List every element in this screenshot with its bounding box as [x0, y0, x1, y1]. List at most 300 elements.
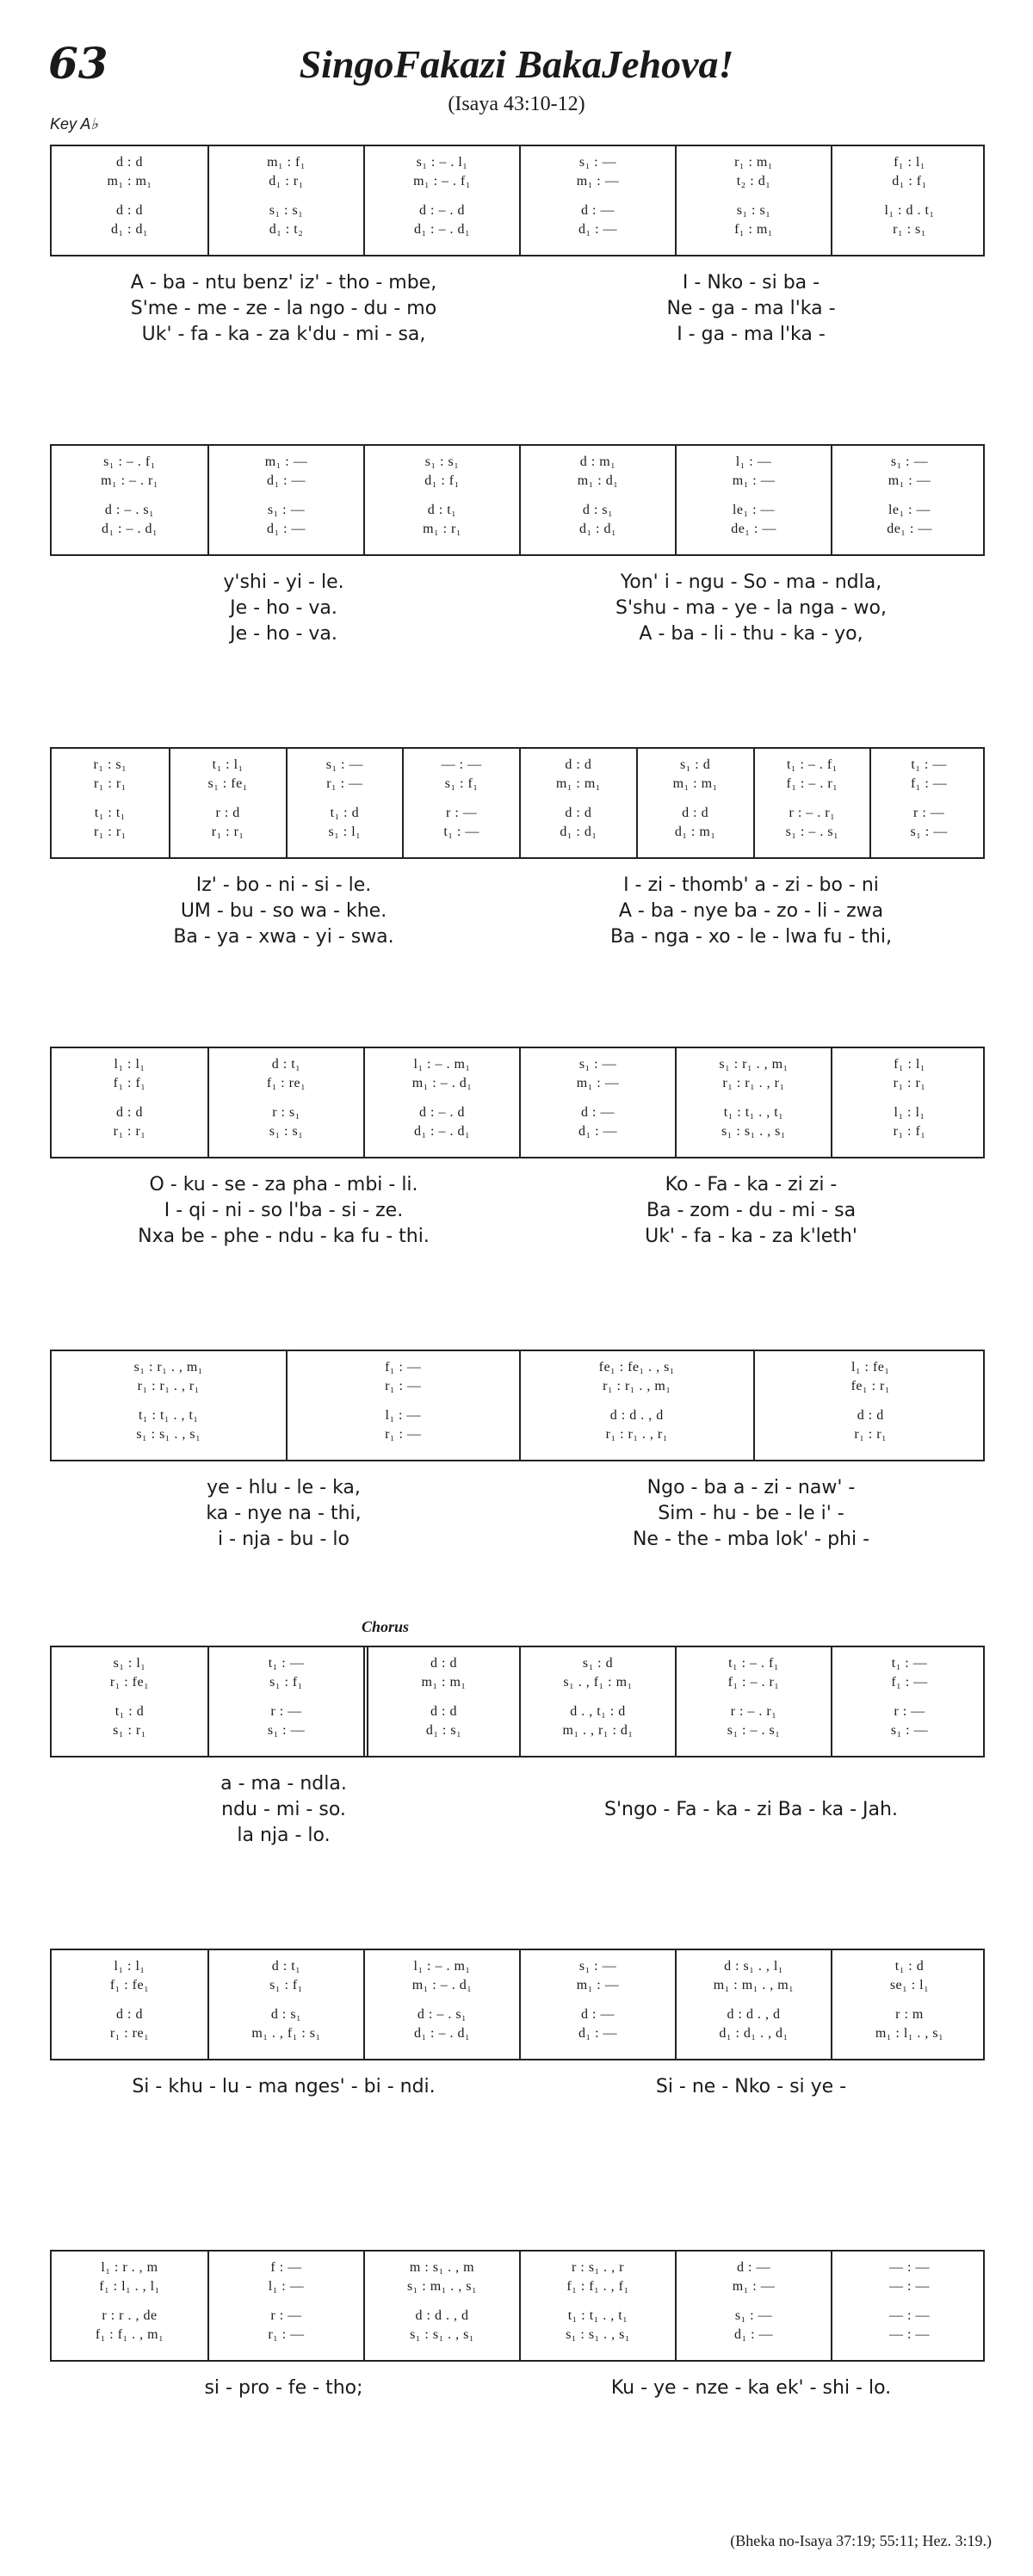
tenor-notes: d : d [857, 1408, 884, 1423]
alto-notes: f₁ : l₁ . , l₁ [99, 2279, 160, 2294]
alto-notes: f₁ : — [910, 776, 948, 791]
soprano-notes: m₁ : f₁ [267, 155, 306, 170]
measure [675, 1048, 831, 1157]
lyric-phrase: Ba - zom - du - mi - sa [646, 1200, 857, 1221]
tenor-notes: r : — [270, 1704, 302, 1719]
lyric-phrase: la nja - lo. [237, 1825, 331, 1846]
soprano-notes: r : s₁ . , r [572, 2260, 624, 2275]
lyric-phrase: ka - nye na - thi, [206, 1503, 362, 1524]
alto-notes: m₁ : – . f₁ [413, 174, 471, 188]
bass-notes: r₁ : f₁ [893, 1124, 926, 1139]
tenor-notes: r : — [445, 806, 478, 820]
tenor-notes: d : d . , d [727, 2007, 781, 2022]
soprano-notes: d : t₁ [271, 1057, 301, 1072]
lyrics-block [50, 2377, 985, 2455]
bass-notes: d₁ : d₁ [560, 825, 597, 839]
lyric-phrase: I - zi - thomb' a - zi - bo - ni [623, 874, 879, 896]
soprano-notes: s₁ : r₁ . , m₁ [719, 1057, 789, 1072]
bass-notes: m₁ : r₁ [423, 522, 461, 536]
song-title: SingoFakazi BakaJehova! [299, 42, 734, 86]
bass-notes: r₁ : — [385, 1427, 422, 1442]
alto-notes: r₁ : fe₁ [109, 1675, 150, 1690]
measure [519, 1351, 753, 1460]
verse-3-line [50, 1529, 985, 1554]
verse-3-line [50, 2429, 985, 2455]
alto-notes: r₁ : — [326, 776, 363, 791]
tenor-notes: t₁ : t₁ . , t₁ [138, 1408, 199, 1423]
lyric-phrase: UM - bu - so wa - khe. [180, 900, 387, 922]
soprano-notes: t₁ : — [268, 1656, 305, 1671]
bass-notes: d₁ : — [578, 1124, 618, 1139]
measure [675, 1950, 831, 2059]
lyric-phrase: Sim - hu - be - le i' - [658, 1503, 844, 1524]
verse-1-line [50, 2377, 985, 2403]
lyric-phrase: A - ba - nye ba - zo - li - zwa [618, 900, 884, 922]
soprano-notes: d : s₁ . , l₁ [724, 1959, 783, 1974]
soprano-notes: l₁ : l₁ [114, 1057, 145, 1072]
lyrics-block [50, 571, 985, 649]
lyric-phrase: A - ba - li - thu - ka - yo, [639, 623, 863, 645]
system-8 [50, 2250, 985, 2455]
verse-2-line [50, 2102, 985, 2128]
verse-2-line [50, 298, 985, 324]
measure [831, 2252, 987, 2360]
bass-notes: r₁ : r₁ [113, 1124, 146, 1139]
measure [286, 749, 403, 857]
measure [519, 146, 675, 255]
alto-notes: m₁ : — [576, 1076, 620, 1090]
alto-notes: s₁ . , f₁ : m₁ [563, 1675, 633, 1690]
measure [363, 2252, 519, 2360]
alto-notes: r₁ : r₁ . , m₁ [603, 1379, 671, 1393]
measure [363, 1048, 519, 1157]
alto-notes: m₁ : — [576, 174, 620, 188]
bass-notes: d₁ : – . d₁ [413, 2026, 471, 2041]
lyrics-block [50, 1773, 985, 1850]
lyric-phrase: S'ngo - Fa - ka - zi Ba - ka - Jah. [604, 1799, 898, 1820]
tenor-notes: r : — [894, 1704, 925, 1719]
alto-notes: se₁ : l₁ [889, 1978, 930, 1992]
measure [207, 2252, 363, 2360]
soprano-notes: s₁ : – . f₁ [103, 454, 156, 469]
bass-notes: de₁ : — [887, 522, 932, 536]
soprano-notes: r₁ : s₁ [93, 757, 127, 772]
soprano-notes: s₁ : – . l₁ [416, 155, 468, 170]
soprano-notes: s₁ : — [890, 454, 929, 469]
alto-notes: m₁ : — [732, 473, 776, 488]
tenor-notes: t₁ : d [114, 1704, 145, 1719]
lyric-phrase: si - pro - fe - tho; [204, 2377, 363, 2399]
lyrics-block [50, 1174, 985, 1251]
lyric-phrase: Ne - the - mba lok' - phi - [632, 1529, 870, 1550]
bass-notes: r₁ : s₁ [893, 222, 926, 237]
alto-notes: m₁ : m₁ [555, 776, 601, 791]
bass-notes: m₁ . , f₁ : s₁ [251, 2026, 321, 2041]
verse-3-line [50, 926, 985, 952]
soprano-notes: d : m₁ [579, 454, 616, 469]
soprano-notes: r₁ : m₁ [734, 155, 773, 170]
bass-notes: d₁ : s₁ [425, 1723, 462, 1738]
lyric-phrase: Je - ho - va. [230, 597, 337, 619]
bass-notes: s₁ : – . s₁ [785, 825, 839, 839]
tenor-notes: d : t₁ [427, 503, 457, 517]
bass-notes: r₁ : r₁ [93, 825, 127, 839]
lyric-phrase: Ba - ya - xwa - yi - swa. [173, 926, 394, 948]
bass-notes: t₁ : — [443, 825, 479, 839]
lyrics-block [50, 2076, 985, 2153]
tenor-notes: d : – . d [419, 203, 465, 218]
bass-notes: s₁ : — [910, 825, 948, 839]
measure [831, 146, 987, 255]
alto-notes: f₁ : f₁ . , f₁ [566, 2279, 629, 2294]
bass-notes: s₁ : s₁ [269, 1124, 304, 1139]
soprano-notes: t₁ : – . f₁ [786, 757, 838, 772]
alto-notes: d₁ : r₁ [269, 174, 304, 188]
tenor-notes: d : d [116, 1105, 143, 1120]
bass-notes: d₁ : d₁ [110, 222, 149, 237]
tenor-notes: d . , t₁ : d [570, 1704, 626, 1719]
measure [519, 1950, 675, 2059]
tenor-notes: d : — [581, 2007, 615, 2022]
soprano-notes: s₁ : — [578, 1959, 617, 1974]
alto-notes: r₁ : — [385, 1379, 422, 1393]
lyric-phrase: Uk' - fa - ka - za k'leth' [645, 1226, 857, 1247]
soprano-notes: d : — [737, 2260, 770, 2275]
tonic-solfa-staff [50, 145, 985, 256]
verse-1-line [50, 874, 985, 900]
tenor-notes: d : – . s₁ [104, 503, 155, 517]
tenor-notes: d : d . , d [609, 1408, 664, 1423]
measure [753, 1351, 987, 1460]
tenor-notes: r : m [895, 2007, 924, 2022]
bass-notes: — : — [889, 2327, 930, 2342]
lyrics-block [50, 1477, 985, 1554]
alto-notes: r₁ : r₁ [893, 1076, 926, 1090]
soprano-notes: f₁ : l₁ [894, 1057, 925, 1072]
verse-2-line [50, 1200, 985, 1226]
alto-notes: m₁ : – . d₁ [411, 1076, 473, 1090]
song-number: 63 [48, 38, 108, 89]
bass-notes: d₁ : – . d₁ [413, 222, 471, 237]
measure [402, 749, 519, 857]
tenor-notes: le₁ : — [888, 503, 931, 517]
measure [675, 146, 831, 255]
bass-notes: s₁ : — [890, 1723, 929, 1738]
soprano-notes: l₁ : – . m₁ [413, 1959, 471, 1974]
tenor-notes: r : d [215, 806, 240, 820]
soprano-notes: f : — [270, 2260, 302, 2275]
tenor-notes: — : — [889, 2308, 930, 2323]
measure [52, 446, 207, 554]
verse-2-line [50, 1799, 985, 1825]
verse-1-line [50, 571, 985, 597]
measure [207, 146, 363, 255]
tenor-notes: d : d [116, 203, 143, 218]
lyric-phrase: Si - khu - lu - ma nges' - bi - ndi. [132, 2076, 436, 2097]
verse-2-line [50, 900, 985, 926]
measure [52, 2252, 207, 2360]
soprano-notes: t₁ : l₁ [212, 757, 244, 772]
soprano-notes: d : d [430, 1656, 457, 1671]
lyric-phrase: Si - ne - Nko - si ye - [655, 2076, 847, 2097]
measure [675, 1647, 831, 1756]
alto-notes: m₁ : m₁ . , m₁ [713, 1978, 795, 1992]
soprano-notes: fe₁ : fe₁ . , s₁ [598, 1360, 675, 1374]
tenor-notes: d : d [565, 806, 592, 820]
system-6 [50, 1646, 985, 1850]
alto-notes: d₁ : — [266, 473, 306, 488]
soprano-notes: s₁ : d [680, 757, 711, 772]
bass-notes: d₁ : — [266, 522, 306, 536]
tenor-notes: t₁ : t₁ . , t₁ [723, 1105, 784, 1120]
measure [207, 1950, 363, 2059]
tenor-notes: t₁ : t₁ . , t₁ [567, 2308, 628, 2323]
measure [519, 446, 675, 554]
alto-notes: m₁ : m₁ [421, 1675, 467, 1690]
tenor-notes: r : – . r₁ [730, 1704, 777, 1719]
lyric-phrase: Ne - ga - ma l'ka - [666, 298, 836, 319]
soprano-notes: m : s₁ . , m [409, 2260, 475, 2275]
tenor-notes: t₁ : d [330, 806, 360, 820]
measure [207, 1048, 363, 1157]
alto-notes: f₁ : fe₁ [109, 1978, 150, 1992]
tenor-notes: l₁ : — [385, 1408, 421, 1423]
soprano-notes: d : t₁ [271, 1959, 301, 1974]
measure [286, 1351, 520, 1460]
tenor-notes: s₁ : s₁ [269, 203, 304, 218]
measure [675, 446, 831, 554]
tenor-notes: d : d [116, 2007, 143, 2022]
bass-notes: m₁ . , r₁ : d₁ [562, 1723, 634, 1738]
alto-notes: m₁ : — [888, 473, 931, 488]
measure [869, 749, 987, 857]
bass-notes: s₁ : r₁ [113, 1723, 146, 1738]
alto-notes: f₁ : f₁ [113, 1076, 146, 1090]
lyric-phrase: Ngo - ba a - zi - naw' - [646, 1477, 856, 1498]
measure [675, 2252, 831, 2360]
soprano-notes: s₁ : — [325, 757, 363, 772]
verse-1-line [50, 2076, 985, 2102]
bass-notes: s₁ : — [267, 1723, 306, 1738]
alto-notes: f₁ : — [891, 1675, 928, 1690]
bass-notes: d₁ : d₁ [578, 522, 617, 536]
system-3 [50, 747, 985, 952]
soprano-notes: m₁ : — [264, 454, 308, 469]
soprano-notes: l₁ : — [735, 454, 772, 469]
lyric-phrase: Iz' - bo - ni - si - le. [195, 874, 372, 896]
bass-notes: r₁ : r₁ . , r₁ [605, 1427, 668, 1442]
verse-3-line [50, 324, 985, 349]
lyric-phrase: I - Nko - si ba - [682, 272, 820, 293]
alto-notes: f₁ : – . r₁ [727, 1675, 780, 1690]
bass-notes: de₁ : — [731, 522, 776, 536]
system-5 [50, 1350, 985, 1554]
alto-notes: — : — [889, 2279, 930, 2294]
lyric-phrase: Je - ho - va. [230, 623, 337, 645]
bass-notes: d₁ : – . d₁ [413, 1124, 471, 1139]
tenor-notes: r : — [270, 2308, 302, 2323]
tenor-notes: d : d . , d [415, 2308, 469, 2323]
measure [519, 1647, 675, 1756]
bass-notes: f₁ : m₁ [734, 222, 773, 237]
bass-notes: d₁ : — [578, 222, 618, 237]
soprano-notes: s₁ : d [582, 1656, 614, 1671]
lyric-phrase: a - ma - ndla. [220, 1773, 347, 1795]
verse-1-line [50, 1174, 985, 1200]
verse-1-line [50, 272, 985, 298]
measure [207, 446, 363, 554]
measure [363, 1647, 519, 1756]
soprano-notes: s₁ : l₁ [113, 1656, 146, 1671]
bass-notes: f₁ : f₁ . , m₁ [95, 2327, 164, 2342]
scripture-reference: (Isaya 43:10-12) [448, 93, 585, 115]
tenor-notes: d : d [430, 1704, 457, 1719]
soprano-notes: t₁ : — [891, 1656, 928, 1671]
bass-notes: s₁ : s₁ . , s₁ [410, 2327, 474, 2342]
soprano-notes: t₁ : — [911, 757, 947, 772]
tonic-solfa-staff [50, 1350, 985, 1461]
bass-notes: r₁ : r₁ [854, 1427, 888, 1442]
alto-notes: d₁ : f₁ [892, 174, 927, 188]
alto-notes: f₁ : – . r₁ [786, 776, 838, 791]
alto-notes: f₁ : re₁ [266, 1076, 306, 1090]
tenor-notes: s₁ : s₁ [736, 203, 771, 218]
tenor-notes: d : – . d [419, 1105, 465, 1120]
bass-notes: d₁ : t₂ [269, 222, 304, 237]
measure [363, 1950, 519, 2059]
verse-2-line [50, 597, 985, 623]
alto-notes: t₂ : d₁ [736, 174, 771, 188]
alto-notes: fe₁ : r₁ [851, 1379, 890, 1393]
bass-notes: m₁ : l₁ . , s₁ [875, 2026, 944, 2041]
verse-3-line [50, 623, 985, 649]
soprano-notes: l₁ : fe₁ [851, 1360, 890, 1374]
bass-notes: r₁ : — [268, 2327, 305, 2342]
alto-notes: s₁ : f₁ [444, 776, 479, 791]
bass-notes: d₁ : — [733, 2327, 774, 2342]
bass-notes: s₁ : s₁ . , s₁ [566, 2327, 630, 2342]
system-1 [50, 145, 985, 349]
lyric-phrase: Nxa be - phe - ndu - ka fu - thi. [138, 1226, 430, 1247]
measure [831, 1647, 987, 1756]
tonic-solfa-staff [50, 2250, 985, 2362]
measure [169, 749, 286, 857]
tenor-notes: r : s₁ [272, 1105, 300, 1120]
alto-notes: s₁ : fe₁ [207, 776, 248, 791]
soprano-notes: d : d [565, 757, 592, 772]
system-2 [50, 444, 985, 649]
alto-notes: r₁ : r₁ . , r₁ [137, 1379, 200, 1393]
lyric-phrase: S'shu - ma - ye - la nga - wo, [615, 597, 887, 619]
song-header [0, 0, 1033, 146]
alto-notes: r₁ : r₁ . , r₁ [722, 1076, 785, 1090]
soprano-notes: d : d [116, 155, 143, 170]
measure [52, 1950, 207, 2059]
soprano-notes: — : — [889, 2260, 930, 2275]
verse-3-line [50, 1825, 985, 1850]
soprano-notes: t₁ : d [894, 1959, 925, 1974]
tenor-notes: r : — [912, 806, 945, 820]
measure [363, 446, 519, 554]
alto-notes: m₁ : — [576, 1978, 620, 1992]
measure [831, 446, 987, 554]
tenor-notes: d : – . s₁ [417, 2007, 467, 2022]
tenor-notes: t₁ : t₁ [94, 806, 126, 820]
alto-notes: l₁ : — [268, 2279, 305, 2294]
alto-notes: d₁ : f₁ [424, 473, 460, 488]
alto-notes: r₁ : r₁ [93, 776, 127, 791]
alto-notes: s₁ : f₁ [269, 1978, 303, 1992]
measure [831, 1048, 987, 1157]
tenor-notes: d : d [682, 806, 709, 820]
tonic-solfa-staff [50, 1047, 985, 1158]
tenor-notes: d : s₁ [270, 2007, 302, 2022]
lyric-phrase: Yon' i - ngu - So - ma - ndla, [620, 571, 882, 593]
alto-notes: s₁ : f₁ [269, 1675, 303, 1690]
bass-notes: s₁ : – . s₁ [727, 1723, 781, 1738]
bass-notes: r₁ : re₁ [109, 2026, 150, 2041]
system-4 [50, 1047, 985, 1251]
lyric-phrase: A - ba - ntu benz' iz' - tho - mbe, [130, 272, 437, 293]
tenor-notes: r : – . r₁ [789, 806, 836, 820]
verse-2-line [50, 2403, 985, 2429]
soprano-notes: l₁ : – . m₁ [413, 1057, 471, 1072]
measure [519, 749, 636, 857]
measure [363, 146, 519, 255]
soprano-notes: f₁ : — [385, 1360, 422, 1374]
verse-1-line [50, 1477, 985, 1503]
measure [52, 749, 169, 857]
tonic-solfa-staff [50, 444, 985, 556]
tonic-solfa-staff [50, 747, 985, 859]
tenor-notes: r : r . , de [102, 2308, 158, 2323]
soprano-notes: s₁ : — [578, 1057, 617, 1072]
verse-3-line [50, 1226, 985, 1251]
verse-2-line [50, 1503, 985, 1529]
lyric-phrase: I - qi - ni - so l'ba - si - ze. [164, 1200, 404, 1221]
tenor-notes: l₁ : l₁ [894, 1105, 925, 1120]
tonic-solfa-staff [50, 1949, 985, 2060]
lyric-phrase: Ko - Fa - ka - zi zi - [665, 1174, 838, 1195]
alto-notes: s₁ : m₁ . , s₁ [406, 2279, 478, 2294]
soprano-notes: — : — [441, 757, 482, 772]
bass-notes: s₁ : s₁ . , s₁ [136, 1427, 201, 1442]
measure [753, 749, 870, 857]
lyric-phrase: ye - hlu - le - ka, [207, 1477, 361, 1498]
measure [52, 1647, 207, 1756]
tenor-notes: d : — [581, 203, 615, 218]
lyric-phrase: ndu - mi - so. [221, 1799, 346, 1820]
lyric-phrase: y'shi - yi - le. [223, 571, 344, 593]
soprano-notes: l₁ : r . , m [101, 2260, 158, 2275]
soprano-notes: l₁ : l₁ [114, 1959, 145, 1974]
tenor-notes: l₁ : d . t₁ [884, 203, 935, 218]
system-7 [50, 1949, 985, 2153]
verse-3-line [50, 2128, 985, 2153]
alto-notes: m₁ : – . d₁ [411, 1978, 473, 1992]
soprano-notes: t₁ : – . f₁ [728, 1656, 779, 1671]
bass-notes: s₁ : s₁ . , s₁ [721, 1124, 786, 1139]
lyrics-block [50, 874, 985, 952]
bass-notes: r₁ : r₁ [211, 825, 244, 839]
tonic-solfa-staff [50, 1646, 985, 1757]
tenor-notes: le₁ : — [732, 503, 776, 517]
lyric-phrase: Uk' - fa - ka - za k'du - mi - sa, [141, 324, 426, 345]
lyrics-block [50, 272, 985, 349]
lyric-phrase: I - ga - ma l'ka - [677, 324, 826, 345]
lyric-phrase: O - ku - se - za pha - mbi - li. [149, 1174, 418, 1195]
tenor-notes: d : s₁ [582, 503, 614, 517]
